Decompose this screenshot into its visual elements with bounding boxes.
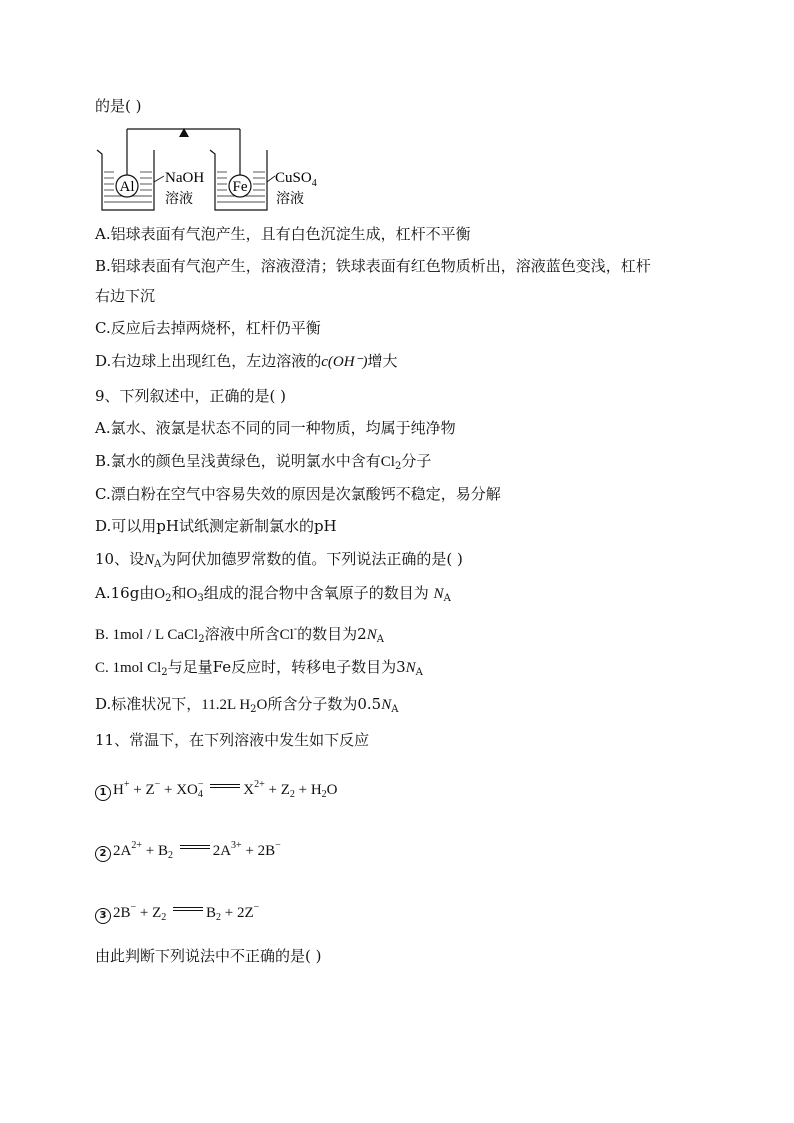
equation-2: 2 $2A^{2+} + B_2$ $2A^{3+} + 2B^-$ [95,836,281,866]
q8-option-d: D.右边球上出现红色，左边溶液的c(OH⁻)增大 [95,352,398,370]
naoh-solution-label: 溶液 [165,191,193,207]
equals-sign [210,784,240,790]
q8-option-b-line1: B.铝球表面有气泡产生，溶液澄清；铁球表面有红色物质析出，溶液蓝色变浅，杠杆 [95,257,651,275]
q9-option-a: A.氯水、液氯是状态不同的同一种物质，均属于纯净物 [95,419,456,437]
equation-1: 1 $H^+ + Z^- + XO_4^-$ $X^{2+} + Z_2 + H_2O$ [95,775,338,805]
equation-3: 3 $2B^- + Z_2$ $B_2 + 2Z^-$ [95,898,259,928]
q10-option-a: A.16g由$O_2$和$O_3$组成的混合物中含氧原子的数目为 $N_A$ [95,584,451,604]
q8-option-b-line2: 右边下沉 [95,287,156,305]
fe-ball-label: Fe [232,179,248,195]
q9-option-c: C.漂白粉在空气中容易失效的原因是次氯酸钙不稳定，易分解 [95,485,501,503]
q9-option-b: B.氯水的颜色呈浅黄绿色，说明氯水中含有$Cl_2$分子 [95,452,432,472]
cuso4-solution-label: 溶液 [276,191,304,207]
circled-number-3: 3 [95,908,111,924]
q8-option-a: A.铝球表面有气泡产生，且有白色沉淀生成，杠杆不平衡 [95,225,471,243]
q10-option-c: C. 1mol $Cl_2$与足量Fe反应时，转移电子数目为$3N_A$ [95,658,423,678]
q8-stem-tail: 的是( ) [95,97,142,115]
q10-option-d: D.标准状况下，11.2L $H_2O$所含分子数为$0.5N_A$ [95,695,399,715]
hydroxide-concentration: c(OH⁻) [321,354,368,370]
circled-number-2: 2 [95,846,111,862]
circled-number-1: 1 [95,785,111,801]
q9-stem: 9、下列叙述中，正确的是( ) [95,387,287,405]
q10-option-b: B. 1mol / L CaCl$_2$溶液中所含Cl-的数目为$2N_A$ [95,624,384,645]
q11-followup: 由此判断下列说法中不正确的是( ) [95,947,322,965]
q11-stem: 11、常温下，在下列溶液中发生如下反应 [95,731,370,749]
lever-beaker-apparatus [92,122,342,217]
equals-sign [173,907,203,913]
cuso4-label: CuSO$_4$ [275,170,317,189]
q9-option-d: D.可以用pH试纸测定新制氯水的pH [95,517,337,535]
al-ball-label: Al [119,179,135,195]
equals-sign [180,845,210,851]
q8-option-c: C.反应后去掉两烧杯，杠杆仍平衡 [95,319,321,337]
q10-stem: 10、设$N_A$为阿伏加德罗常数的值。下列说法正确的是( ) [95,550,463,570]
naoh-label: NaOH [165,170,205,186]
